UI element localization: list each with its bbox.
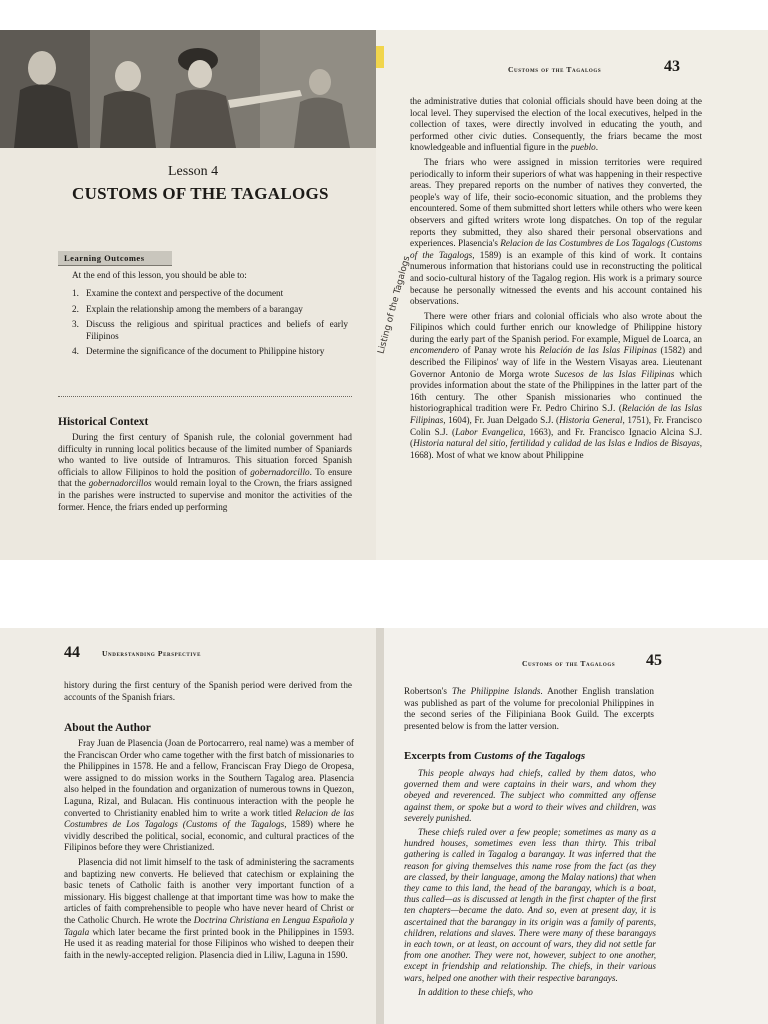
running-head: Customs of the Tagalogs [508,65,602,74]
page-43 [376,30,768,560]
running-head: Customs of the Tagalogs [522,659,616,668]
about-author-text: Fray Juan de Plasencia (Joan de Portocarrero, real name) was a member of the Franciscan Order who came together with the first batch of missionaries to the Philippines in 1578. He and a fellow, Franciscan Fray Diego de Oropesa, were assigned to do mission works in the Southern Tagalog area. Plasencia also helped in the foundation and organization of numerous towns in Quezon, Laguna, Rizal, and Bulacan. His continuous interaction with the people he converted to Christianity enabled him to write a work titled Relacion de las Costumbres de Los Tagalogs (Customs of the Tagalogs, 1589) where he vividly described the political, social, economic, and cultural practices of the Filipinos before they were Christianized. Plasencia did not limit himself to the task of administering the sacraments and baptizing new converts. He believed that catechism or explaining the basic tenets of Catholic faith is another very important function of a missionary. His biggest challenge at that important time was how to make the articles of faith comprehensible to people who have never heard of Christ or the Catholic Church. He wrote the Doctrina Christiana en Lengua Española y Tagala which later became the first printed book in the Philippines in 1593. He used it as reading material for those Filipinos who wished to deepen their faith in the newly-accepted religion. Plasencia died in Liliw, Laguna in 1590. [64,738,354,960]
historical-context-heading: Historical Context [58,416,149,428]
list-item: 2. Explain the relationship among the members of a barangay [72,303,303,314]
historical-context-text: During the first century of Spanish rule, the colonial government had difficulty in running local politics because of the limited number of Spaniards who wanted to live outside of Intramuros. This situation forced Spanish officials to allow Filipinos to hold the position of gobernadorcillo. To ensure that the gobernadorcillos would remain loyal to the Crown, the friars assigned in the parishes were instructed to supervise and monitor the activities of the former. Hence, the friars ended up performing [58,432,352,512]
page-45 [384,628,768,1024]
page-44 [0,628,376,1024]
excerpts-text: This people always had chiefs, called by them datos, who governed them and were captains in their wars, and whom they obeyed and reverenced. The subject who committed any offense against them, or spoke but a word to their wives and children, was severely punished. These chiefs ruled over a few people; sometimes as many as a hundred houses, sometimes even less than thirty. This tribal gathering is called in Tagalog a barangay. It was inferred that the reason for giving themselves this name rose from the fact (as they are classed, by their language, among the Malay nations) that when they came to this land, the head of the barangay, which is a boat, thus called—as is discussed at length in the first chapter of the first ten chapters—became the dato. And so, even at present day, it is ascertained that the barangay in its origin was a family of parents, children, relations and slaves. There were many of these barangays in each town, or at least, on account of wars, they did not settle far from one another. They were not, however, subject to one another, except in friendship and relationship. The chiefs, in their various wars, helped one another with their respective barangays. In addition to these chiefs, who [404,768,656,997]
page-number: 45 [646,652,662,669]
film-still-photo [0,30,376,148]
list-item: 3. Discuss the religious and spiritual practices and beliefs of early Filipinos [72,319,348,341]
page-42 [0,30,376,560]
section-divider [58,396,352,397]
excerpts-heading: Excerpts from Customs of the Tagalogs [404,750,586,762]
list-item: 1. Examine the context and perspective of the document [72,288,284,298]
page-43-text: the administrative duties that colonial officials should have been doing at the local level. They supervised the election of the local executives, helped in the collection of taxes, were directly involved in educating the youth, and performed other civic duties. Consequently, the friars became the most knowledgeable and influential figure in the pueblo. The friars who were assigned in mission territories were required periodically to inform their superiors of what was happening in their respective areas. They prepared reports on the number of natives they converted, the people's way of life, their socio-economic situation, and the problems they encountered. Some of them submitted short letters while others who were keen observers and gifted writers wrote long dispatches. On top of the regular reports they submitted, they also shared their personal observations and experiences. Plasencia's Relacion de las Costumbres de Los Tagalogs (Customs of the Tagalogs, 1589) is an example of this kind of work. It contains numerous information that historians could use in reconstructing the political and socio-cultural history of the Tagalog region. His work is a primary source because he personally witnessed the events and his account contained his observations. There were other friars and colonial officials who also wrote about the Filipinos which could further enrich our knowledge of Philippine history during the early part of the Spanish period. For example, Miguel de Loarca, an encomendero of Panay wrote his Relación de las Islas Filipinas (1582) and described the Filipinos' way of life in the Western Visayas area. Lieutenant Governor Antonio de Morga wrote Sucesos de las Islas Filipinas which provides information about the state of the Philippines in the latter part of the 16th century. The other Spanish missionaries who continued the historiographical tradition were Fr. Pedro Chirino S.J. (Relación de las Islas Filipinas, 1604), Fr. Juan Delgado S.J. (Historia General, 1751), Fr. Francisco Colin S.J. (Labor Evangelica, 1663), and Fr. Francisco Ignacio Alcina S.J. (Historia natural del sitio, fertilidad y calidad de las Islas e Indios de Bisayas, 1668). Most of what we know about Philippine [410,96,703,460]
page-number: 44 [64,644,80,661]
list-item: 4. Determine the significance of the document to Philippine history [72,346,325,357]
learning-outcomes-list [66,288,348,362]
running-head: Understanding Perspective [102,649,202,658]
page-gutter [376,628,384,1024]
learning-outcomes-intro: At the end of this lesson, you should be able to: [72,270,247,280]
sticky-tab [376,46,384,68]
lesson-label: Lesson 4 [168,164,219,179]
page-number: 43 [664,58,680,75]
handwritten-margin-note: Listing of the Tagalogs [376,255,413,355]
learning-outcomes-heading: Learning Outcomes [58,251,172,266]
image-gap [0,560,768,628]
about-author-heading: About the Author [64,722,151,734]
page-45-intro: Robertson's The Philippine Islands. Another English translation was published as part of the volume for precolonial Philippines in the second series of the Filipiniana Book Guild. The excerpts presented below is from the latter version. [404,686,654,731]
lesson-title: CUSTOMS OF THE TAGALOGS [72,184,329,203]
photo-figures-image [0,30,376,148]
page-44-intro: history during the first century of the Spanish period were derived from the accounts of the Spanish friars. [64,680,352,702]
